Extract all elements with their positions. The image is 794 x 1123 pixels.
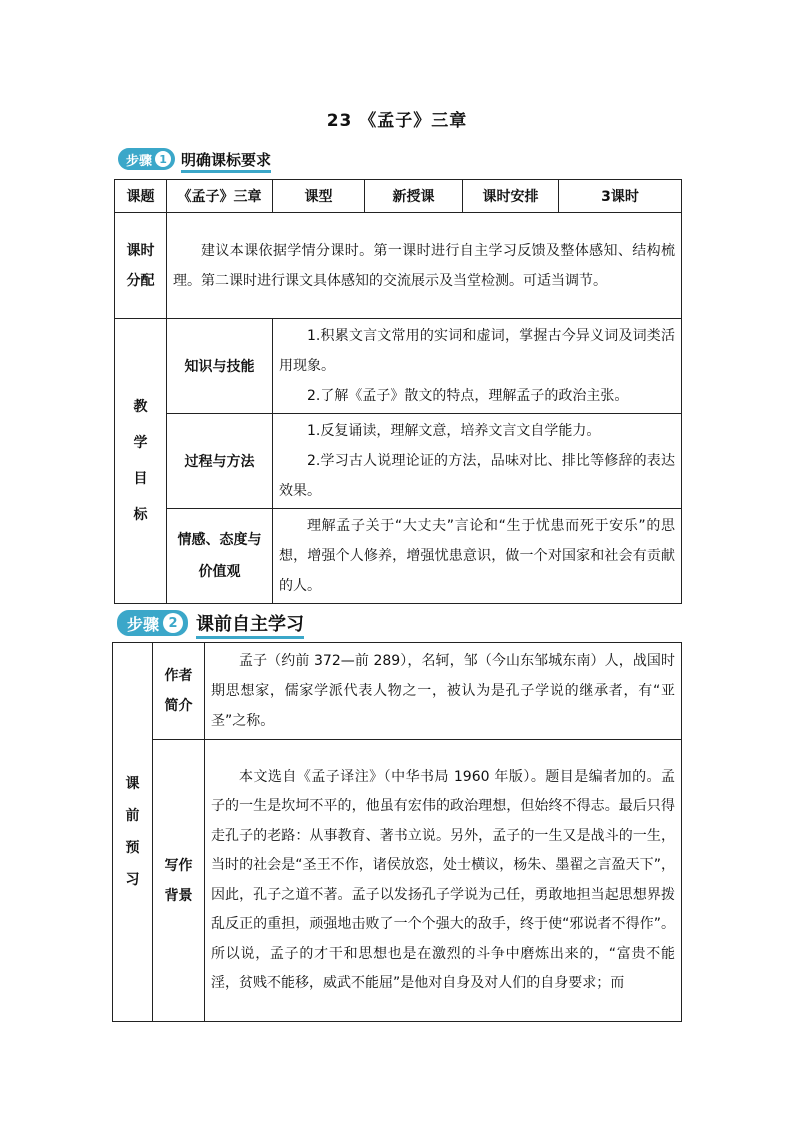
step1-badge xyxy=(118,148,175,170)
page-title: 23 《孟子》三章 xyxy=(326,111,468,131)
table-row xyxy=(115,319,682,414)
curriculum-table xyxy=(114,179,682,604)
table-row xyxy=(115,213,682,319)
table-row xyxy=(115,414,682,509)
preview-table xyxy=(112,642,682,1022)
knowledge-label: 知识与技能 xyxy=(167,319,273,414)
arrange-value: 3课时 xyxy=(559,180,682,213)
author-text: 孟子（约前 372—前 289），名轲，邹（今山东邹城东南）人，战国时期思想家，儒家学派代表人物之一，被认为是孔子学说的继承者，有“亚圣”之称。 xyxy=(205,643,682,740)
process-text: 1.反复诵读，理解文意，培养文言文自学能力。 2.学习古人说理论证的方法，品味对比、排比等修辞的表达效果。 xyxy=(273,414,682,509)
step2-prefix: 步骤 xyxy=(127,614,160,634)
emotion-label: 情感、态度与 价值观 xyxy=(167,509,273,604)
type-header: 课型 xyxy=(273,180,365,213)
preview-side-label: 课 前 预 习 xyxy=(113,643,153,1022)
step2-badge xyxy=(117,610,188,636)
arrange-header: 课时安排 xyxy=(463,180,559,213)
goal-label: 教 学 目 标 xyxy=(115,319,167,604)
process-label: 过程与方法 xyxy=(167,414,273,509)
step2-number: 2 xyxy=(163,613,183,633)
table-row xyxy=(113,643,682,740)
step2-header xyxy=(117,610,304,636)
type-value: 新授课 xyxy=(365,180,463,213)
alloc-text: 建议本课依据学情分课时。第一课时进行自主学习反馈及整体感知、结构梳理。第二课时进行课文具体感知的交流展示及当堂检测。可适当调节。 xyxy=(167,213,682,319)
step2-label: 课前自主学习 xyxy=(196,610,304,636)
knowledge-text: 1.积累文言文常用的实词和虚词，掌握古今异义词及词类活用现象。 2.了解《孟子》散文的特点，理解孟子的政治主张。 xyxy=(273,319,682,414)
alloc-label: 课时 分配 xyxy=(115,213,167,319)
topic-header: 课题 xyxy=(115,180,167,213)
emotion-text: 理解孟子关于“大丈夫”言论和“生于忧患而死于安乐”的思想，增强个人修养，增强忧患意识，做一个对国家和社会有贡献的人。 xyxy=(273,509,682,604)
table-row xyxy=(115,180,682,213)
table-row xyxy=(113,740,682,1022)
table-row xyxy=(115,509,682,604)
background-label: 写作 背景 xyxy=(153,740,205,1022)
background-text: 本文选自《孟子译注》（中华书局 1960 年版）。题目是编者加的。孟子的一生是坎坷不平的，他虽有宏伟的政治理想，但始终不得志。最后只得走孔子的老路：从事教育、著书立说。另外，孟子的一生又是战斗的一生，当时的社会是“圣王不作，诸侯放恣，处士横议，杨朱、墨翟之言盈天下”，因此，孔子之道不著。孟子以发扬孔子学说为己任，勇敢地担当起思想界拨乱反正的重担，顽强地击败了一个个强大的敌手，终于使“邪说者不得作”。所以说，孟子的才干和思想也是在激烈的斗争中磨炼出来的，“富贵不能淫，贫贱不能移，威武不能屈”是他对自身及对人们的自身要求；而 xyxy=(205,740,682,1022)
step1-number: 1 xyxy=(155,151,171,167)
step1-label: 明确课标要求 xyxy=(181,150,272,169)
topic-value: 《孟子》三章 xyxy=(167,180,273,213)
author-label: 作者 简介 xyxy=(153,643,205,740)
step1-prefix: 步骤 xyxy=(126,153,153,169)
step1-header xyxy=(118,148,271,170)
